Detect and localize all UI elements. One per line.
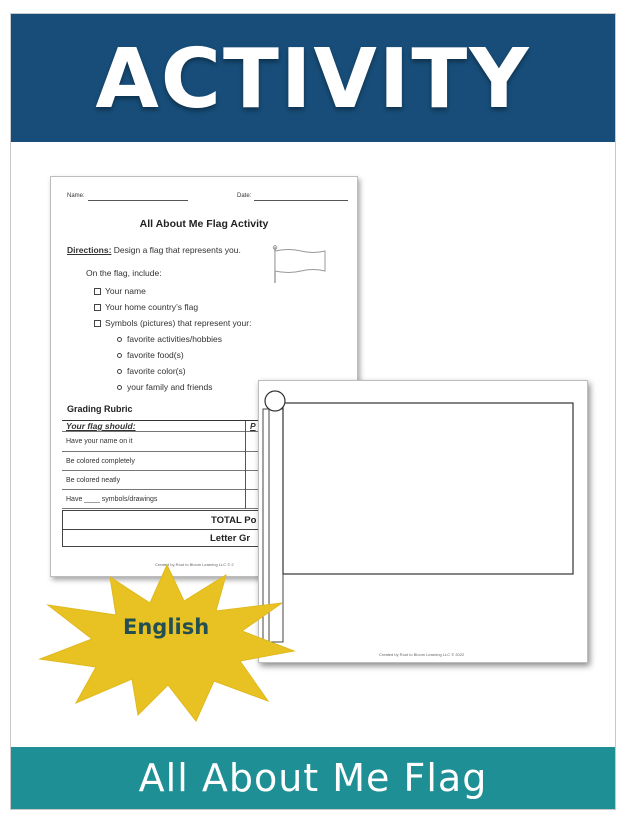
flag-icon [271, 245, 327, 283]
date-line [254, 200, 348, 201]
date-label: Date: [237, 193, 252, 199]
bullet-icon [117, 385, 122, 390]
symbol-item: favorite activities/hobbies [117, 334, 222, 344]
table-row: Be colored neatly [62, 471, 358, 490]
table-row: Have your name on it [62, 432, 358, 452]
bullet-icon [117, 369, 122, 374]
checkbox-icon [94, 304, 101, 311]
bullet-icon [117, 337, 122, 342]
symbol-item: favorite food(s) [117, 350, 184, 360]
include-heading: On the flag, include: [86, 268, 162, 278]
header-title: ACTIVITY [95, 32, 531, 127]
symbol-item: favorite color(s) [117, 366, 186, 376]
checkbox-icon [94, 288, 101, 295]
table-row: Have ____ symbols/drawings [62, 490, 358, 509]
total-points-row: TOTAL Po [62, 510, 358, 530]
starburst-badge [36, 563, 298, 723]
header-banner [11, 14, 615, 142]
worksheet-credit: Created by Root to Bloom Learning LLC © 2 [155, 562, 234, 567]
checkbox-icon [94, 320, 101, 327]
bullet-icon [117, 353, 122, 358]
footer-title: All About Me Flag [138, 756, 488, 800]
rubric-title: Grading Rubric [67, 404, 133, 414]
directions [67, 245, 241, 255]
rubric-header-row: Your flag should: P [62, 421, 358, 432]
worksheet-title: All About Me Flag Activity [139, 218, 269, 230]
name-line [88, 200, 188, 201]
checklist-item: Your name [94, 286, 146, 296]
footer-banner [11, 747, 615, 809]
checklist-item: Symbols (pictures) that represent your: [94, 318, 251, 328]
flag-template-page [258, 380, 588, 663]
letter-grade-row: Letter Gr [62, 529, 358, 547]
flag-template-drawing [259, 381, 589, 664]
name-label: Name: [67, 193, 85, 199]
template-credit: Created by Root to Bloom Learning LLC © 2022 [379, 652, 465, 657]
rubric-divider [245, 421, 246, 509]
directions-label: Directions: [67, 245, 112, 255]
table-row: Be colored completely [62, 452, 358, 471]
symbol-item: your family and friends [117, 382, 213, 392]
badge-label: English [123, 615, 210, 639]
checklist-item: Your home country’s flag [94, 302, 198, 312]
directions-text: Design a flag that represents you. [111, 245, 241, 255]
